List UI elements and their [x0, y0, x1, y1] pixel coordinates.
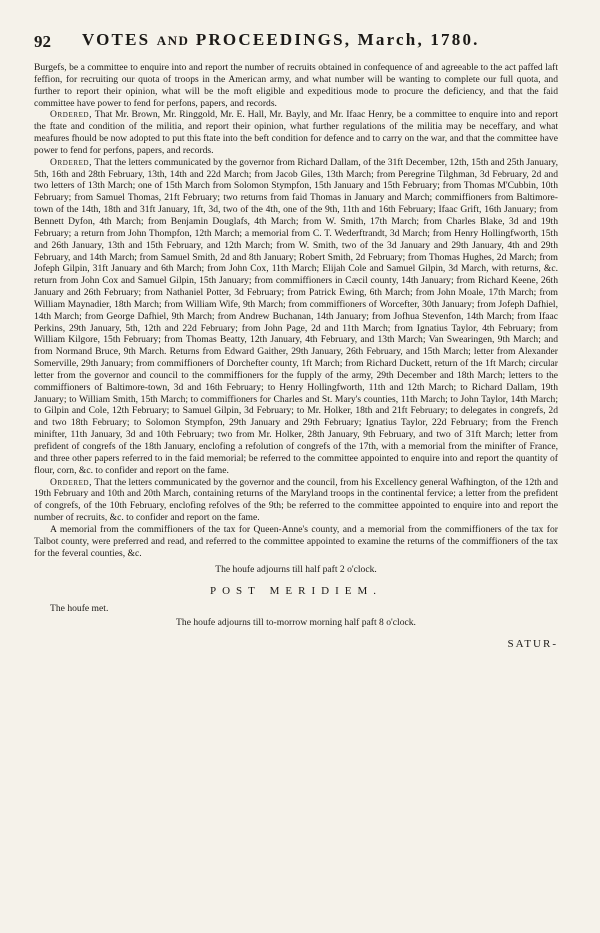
- paragraph-order-washington: [34, 477, 558, 524]
- paragraph-text: That the letters communicated by the governor from Richard Dallam, of the 31ft December, 12th, 15th and 25th January, 5th, 16th and 28th February, 13th, 14th and 22d March; from Jacob Giles, 13th March; from Peregrine Tilghman, 3d February, 2d and two letters of 13th March; one of 15th March from Solomon Stympfon, 15th January and 15th February; from Thomas M'Cubbin, 10th February; from Samuel Thomas, 21ft February; two returns from faid Thomas in January and March; commiffioners from Baltimore-town of the 14th, 18th and 31ft January, 1ft, 3d, two of the 4th, one of the 9th, 11th and 16th February; Ifaac Grift, 16th January; from Bennett Dyfon, 4th March; from Benjamin Douglafs, 4th March; from W. Smith, 17th March; from Charles Blake, 3d and 19th February; a return from John Thompfon, 12th March; a memorial from C. T. Wederftrandt, 3d March; from Henry Hollingfworth, 15th and 26th January, 13th and 15th February, and 12th March; from W. Smith, two of the 3d January and 29th January, 4th and 29th February, and 14th March; from Samuel Smith, 2d and 8th January; Robert Smith, 2d February; from Thomas Hughes, 2d March; from Jofeph Gilpin, 31ft January and 6th March; from John Cox, 11th March; Elijah Cole and Samuel Gilpin, 3d March, with returns, &c. return from John Cox and Samuel Gilpin, 15th January; from commiffioners in Cæcil county, 14th January; from Richard Keene, 26th January and 26th February; from Nathaniel Potter, 3d February; from Patrick Ewing, 6th March; from John Moale, 17th March; from William Maynadier, 18th March; from William Wife, 9th March; from commiffioners of Worcefter, 30th January; from Jofeph Dafhiel, 14th March; from George Dafhiel, 9th March; from Andrew Buchanan, 14th January; from Jofhua Stevenfon, 14th March; from Ifaac Perkins, 29th January, 5th, 12th and 22d February; from John Page, 2d and 11th March; from Ignatius Taylor, 4th February; from William Kilgore, 15th February; from Thomas Beatty, 12th January, 4th February, and 13th March; Van Swearingen, 9th March; and from Normand Bruce, 9th March. Returns from Edward Gaither, 29th January, 26th February, and 15th March; letter from Alexander Somerville, 29th January; from commiffioners of Dorchefter county, 1ft March; from Richard Duckett, return of the 1ft March; circular letter from the governor and council to the commiffioners for the fupply of the army, 29th December and 18th March; letters to the commiffioners of Baltimore-town, 3d and 16th February; to Henry Hollingfworth, 11th and 12th March; to Richard Dallam, 19th January; to William Smith, 15th March; to commiffioners for Charles and St. Mary's counties, 11th March; to John Taylor, 14th March; to Gilpin and Cole, 12th February; to Samuel Gilpin, 3d February; to Mr. Holker, 18th and 21ft February; to delegates in congrefs, 2d and two 18th February; to Solomon Stympfon, 29th January and 29th February; Ignatius Taylor, 22d February; from the French minifter, 11th January, 3d and 10th February; two from Mr. Holker, 28th January, 9th February, and two of 31ft March; letter from prefident of congrefs of the 18th January, enclofing a refolution of congrefs of the 17th, with a memorial from the minifter of France, and three other papers referred to in the faid memorial; be referred to the committee appointed to enquire into and report the quantity of flour, corn, &c. to confider and report on the fame.: [34, 156, 558, 476]
- paragraph-committee-recruits: [34, 62, 558, 109]
- paragraph-order-militia: [34, 109, 558, 156]
- section-title-meridiem: MERIDIEM.: [269, 585, 382, 598]
- title-votes: VOTES: [82, 30, 151, 49]
- paragraph-text: Burgefs, be a committee to enquire into and report the number of recruits obtained in confequence of and agreeable to the act paffed laft feffion, for recruiting our quota of troops in the American army, and what number will be wanting to complete our full quota, and further to report their opinion, what will be the moft eligible and expeditious mode to procure the deficiency, and that the faid committee have power to fend for perfons, papers, and records.: [34, 62, 558, 109]
- body-text: [34, 62, 558, 559]
- paragraph-text: That Mr. Brown, Mr. Ringgold, Mr. E. Hall, Mr. Bayly, and Mr. Ifaac Henry, be a committee to enquire into and report the ftate and condition of the militia, and report their opinion, what further regulations of the militia may be neceffary, and what meafures fhould be now adopted to put this ftate into the beft condition for defence and to carry on the war, and that the committee have power to fend for perfons, papers, and records.: [34, 109, 558, 156]
- section-title: [34, 585, 558, 597]
- paragraph-lead: Ordered,: [50, 476, 93, 488]
- paragraph-text: That the letters communicated by the governor and the council, from his Excellency general Wafhington, of the 12th and 19th February and 10th and 20th March, containing returns of the Maryland troops in the continental fervice; a letter from the prefident of congrefs, of the 10th February, enclofing refolves of the 9th; be referred to the committee appointed to enquire into and report the number of recruits, &c. to confider and report on the fame.: [34, 476, 558, 524]
- title-and: AND: [156, 33, 190, 48]
- paragraph-order-letters: [34, 157, 558, 477]
- paragraph-lead: Ordered,: [50, 156, 93, 168]
- adjournment-notice-2: The houfe adjourns till to-morrow morning half paft 8 o'clock.: [176, 617, 416, 629]
- section-title-post: POST: [209, 585, 261, 598]
- adjournment-notice: The houfe adjourns till half paft 2 o'clock.: [215, 564, 377, 576]
- paragraph-text: A memorial from the commiffioners of the tax for Queen-Anne's county, and a memorial from the commiffioners of the tax for Talbot county, were preferred and read, and referred to the committee appointed to examine the returns of the commiffioners of the tax for the feveral counties, &c.: [34, 523, 558, 559]
- paragraph-lead: Ordered,: [50, 109, 93, 121]
- page-number: 92: [34, 32, 51, 51]
- house-met-notice: The houfe met.: [50, 603, 109, 615]
- catchword: SATUR-: [507, 638, 558, 651]
- title-proceedings: PROCEEDINGS,: [195, 30, 352, 49]
- paragraph-memorial-tax: [34, 524, 558, 560]
- running-title: [82, 30, 480, 50]
- title-date: March, 1780.: [357, 30, 480, 49]
- page-header: [34, 30, 558, 60]
